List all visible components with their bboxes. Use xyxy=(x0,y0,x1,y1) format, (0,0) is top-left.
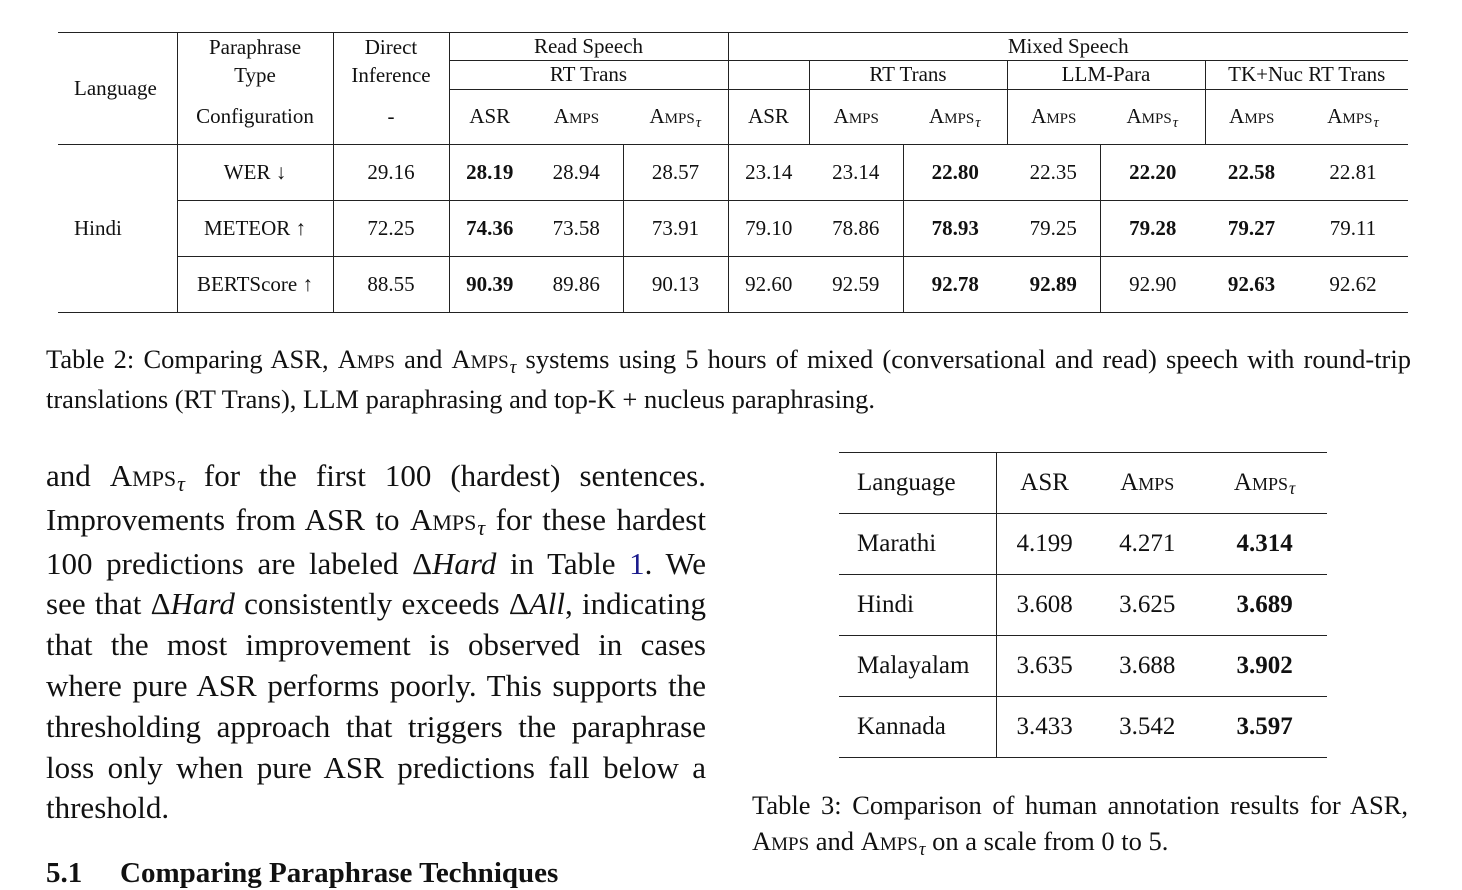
t3-header-asr: ASR xyxy=(1020,469,1069,496)
t3-amps: 4.271 xyxy=(1119,530,1176,557)
table-cell: 89.86 xyxy=(530,256,623,312)
amps-label: Amps xyxy=(109,458,177,493)
header-read-rt-trans: RT Trans xyxy=(449,61,728,89)
table-cell: 79.10 xyxy=(728,200,809,256)
tau-subscript: τ xyxy=(1373,114,1379,131)
table-cell: 79.25 xyxy=(1007,200,1100,256)
table-2-row xyxy=(58,200,1408,256)
table-cell: 78.93 xyxy=(903,200,1007,256)
table-cell: 92.59 xyxy=(809,256,903,312)
amps-label: Amps xyxy=(860,826,918,856)
metric-label: WER ↓ xyxy=(177,144,333,200)
hard-term: Hard xyxy=(170,586,235,622)
table-3-row xyxy=(839,514,1327,575)
table-2 xyxy=(58,32,1408,313)
table-2-row xyxy=(58,144,1408,200)
table-cell: 23.14 xyxy=(809,144,903,200)
tau-subscript: τ xyxy=(1172,114,1178,131)
table-cell: 92.90 xyxy=(1100,256,1205,312)
amps-label: Amps xyxy=(1327,104,1373,128)
table-2-body xyxy=(58,144,1408,312)
caption-text: Table 2: Comparing ASR, xyxy=(46,344,338,374)
text-run: , indicating that the most improvement is observed in cases where pure ASR performs poorly. This supports the thresholding approach that triggers the paraphrase loss only when pure ASR predictions fall below a threshold. xyxy=(46,586,706,826)
table-cell: 22.80 xyxy=(903,144,1007,200)
table-cell: 22.58 xyxy=(1205,144,1298,200)
header-paraphrase-line2: Type xyxy=(234,63,276,87)
caption-text: systems using 5 hours of mixed (conversational and read) speech with round-trip translations (RT Trans), LLM paraphrasing and top-K + nucleus paraphrasing. xyxy=(46,344,1411,414)
table-cell: 22.20 xyxy=(1100,144,1205,200)
caption-text: on a scale from 0 to 5. xyxy=(925,826,1169,856)
caption-text: and xyxy=(809,826,861,856)
amps-label: Amps xyxy=(649,104,695,128)
col-amps: Amps xyxy=(1205,89,1298,144)
header-read-speech: Read Speech xyxy=(449,33,728,61)
header-direct-inference xyxy=(333,33,449,90)
metric-label: METEOR ↑ xyxy=(177,200,333,256)
text-run: for these hardest 100 predictions are labeled Δ xyxy=(46,501,706,581)
table-cell: 29.16 xyxy=(333,144,449,200)
header-language: Language xyxy=(58,33,177,145)
col-asr: ASR xyxy=(728,89,809,144)
table-cell: 73.58 xyxy=(530,200,623,256)
table-cell: 79.28 xyxy=(1100,200,1205,256)
col-amps: Amps xyxy=(1007,89,1100,144)
header-tk-nuc: TK+Nuc RT Trans xyxy=(1205,61,1408,89)
header-paraphrase-line1: Paraphrase xyxy=(208,35,302,59)
table-cell: 22.35 xyxy=(1007,144,1100,200)
table-cell: 92.63 xyxy=(1205,256,1298,312)
table-cell: 79.27 xyxy=(1205,200,1298,256)
table-1-link[interactable]: 1 xyxy=(629,545,645,581)
table-cell: 90.39 xyxy=(449,256,530,312)
t3-amps-tau: 3.689 xyxy=(1236,591,1293,618)
header-configuration: Configuration xyxy=(177,89,333,144)
header-direct-line2: Inference xyxy=(351,63,431,87)
amps-label: Amps xyxy=(409,501,477,537)
table-3-header-row xyxy=(839,453,1327,514)
table-cell: 22.81 xyxy=(1298,144,1408,200)
table-cell: 92.60 xyxy=(728,256,809,312)
t3-amps: 3.625 xyxy=(1119,591,1176,618)
tau-subscript: τ xyxy=(509,356,517,378)
t3-asr: 3.433 xyxy=(996,697,1092,758)
section-number: 5.1 xyxy=(46,857,83,889)
t3-language: Kannada xyxy=(839,697,996,758)
t3-amps-tau: 3.597 xyxy=(1202,697,1327,758)
text-run: consistently exceeds Δ xyxy=(234,586,529,622)
tau-subscript: τ xyxy=(177,472,185,497)
t3-asr: 3.635 xyxy=(1016,652,1073,679)
text-run: and xyxy=(46,458,110,493)
t3-amps: 3.688 xyxy=(1119,652,1176,679)
amps-label: Amps xyxy=(929,104,975,128)
t3-header-amps: Amps xyxy=(1120,469,1175,496)
tau-subscript: τ xyxy=(1288,478,1296,499)
t3-language: Marathi xyxy=(839,514,996,575)
t3-amps-tau: 3.902 xyxy=(1236,652,1293,679)
tau-subscript: τ xyxy=(918,838,926,860)
table-cell: 88.55 xyxy=(333,256,449,312)
tau-subscript: τ xyxy=(695,114,701,131)
table-3-row xyxy=(839,697,1327,758)
col-asr: ASR xyxy=(449,89,530,144)
col-amps: Amps xyxy=(530,89,623,144)
col-amps-tau xyxy=(903,89,1007,144)
table-2-caption xyxy=(46,341,1411,417)
table-3 xyxy=(839,452,1327,758)
col-amps-tau xyxy=(1100,89,1205,144)
t3-amps: 3.542 xyxy=(1092,697,1202,758)
text-run: in Table xyxy=(496,545,630,581)
table-cell: 72.25 xyxy=(333,200,449,256)
section-heading xyxy=(46,857,558,890)
table-cell: 92.62 xyxy=(1298,256,1408,312)
table-cell: 92.78 xyxy=(903,256,1007,312)
header-paraphrase-type xyxy=(177,33,333,90)
table-3-row xyxy=(839,575,1327,636)
table-cell: 78.86 xyxy=(809,200,903,256)
table-3-row xyxy=(839,636,1327,697)
amps-label: Amps xyxy=(752,826,810,856)
header-mixed-blank xyxy=(728,61,809,89)
text-run: . We see that Δ xyxy=(46,545,707,622)
table-cell: 74.36 xyxy=(449,200,530,256)
col-amps-tau xyxy=(1298,89,1408,144)
hard-term: Hard xyxy=(432,545,497,581)
header-dash: - xyxy=(333,89,449,144)
t3-header-amps-tau xyxy=(1202,453,1327,514)
t3-language: Malayalam xyxy=(839,636,996,697)
amps-label: Amps xyxy=(451,344,509,374)
header-mixed-speech: Mixed Speech xyxy=(728,33,1408,61)
body-paragraph xyxy=(46,456,706,829)
t3-asr: 3.608 xyxy=(1016,591,1073,618)
table-cell: 90.13 xyxy=(623,256,728,312)
t3-amps-tau: 4.314 xyxy=(1236,530,1293,557)
row-language: Hindi xyxy=(58,144,177,312)
col-amps: Amps xyxy=(809,89,903,144)
header-direct-line1: Direct xyxy=(364,35,418,59)
amps-label: Amps xyxy=(1233,469,1288,496)
caption-text: and xyxy=(394,344,452,374)
table-cell: 28.94 xyxy=(530,144,623,200)
caption-text: Table 3: Comparison of human annotation results for ASR, xyxy=(752,790,1408,820)
table-3-caption xyxy=(752,787,1408,863)
header-mixed-rt-trans: RT Trans xyxy=(809,61,1007,89)
table-cell: 28.19 xyxy=(449,144,530,200)
col-amps-tau xyxy=(623,89,728,144)
table-cell: 28.57 xyxy=(623,144,728,200)
table-cell: 23.14 xyxy=(728,144,809,200)
table-2-row xyxy=(58,256,1408,312)
amps-label: Amps xyxy=(337,344,395,374)
tau-subscript: τ xyxy=(477,516,486,541)
t3-header-language: Language xyxy=(839,453,996,514)
section-title: Comparing Paraphrase Techniques xyxy=(120,857,559,889)
table-3-body xyxy=(839,453,1327,758)
table-cell: 92.89 xyxy=(1007,256,1100,312)
tau-subscript: τ xyxy=(975,114,981,131)
metric-label: BERTScore ↑ xyxy=(177,256,333,312)
text-run: for the first 100 (hardest) sentences. Improvements from ASR to xyxy=(46,458,706,537)
header-llm-para: LLM-Para xyxy=(1007,61,1205,89)
t3-language: Hindi xyxy=(839,575,996,636)
table-cell: 73.91 xyxy=(623,200,728,256)
all-term: All xyxy=(528,586,565,622)
amps-label: Amps xyxy=(1126,104,1172,128)
table-cell: 79.11 xyxy=(1298,200,1408,256)
t3-asr: 4.199 xyxy=(1016,530,1073,557)
